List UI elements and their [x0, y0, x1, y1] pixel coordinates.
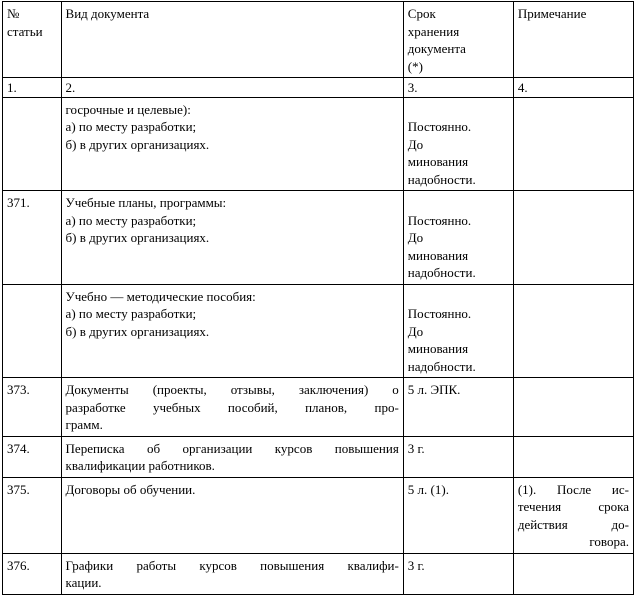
note-cell — [513, 553, 633, 594]
document-type-cell — [61, 378, 403, 437]
document-text-line: Переписка об организации курсов повышения — [65, 440, 399, 456]
article-number: 373. — [7, 382, 30, 397]
header-note — [513, 2, 633, 78]
retention-text-line: надобности. — [407, 171, 476, 187]
retention-period-cell — [403, 97, 513, 191]
document-type-cell — [61, 97, 403, 191]
document-text-line: Документы (проекты, отзывы, заключения) о — [65, 382, 399, 397]
article-number-cell — [3, 284, 62, 378]
numbering-text: 4. — [517, 80, 528, 95]
document-text-line: а) по месту разработки; — [65, 119, 197, 134]
document-text-line: кации. — [65, 575, 102, 590]
header-document-type — [61, 2, 403, 78]
retention-text-line — [408, 101, 509, 119]
article-number: 374. — [7, 440, 30, 456]
document-text-line: б) в других организациях. — [65, 230, 210, 245]
document-text-line: грамм. — [65, 417, 103, 432]
document-text-line: а) по месту разработки; — [65, 212, 197, 228]
table-row — [3, 477, 634, 553]
retention-text-line: До — [407, 230, 424, 245]
retention-text-line: Постоянно. — [407, 119, 472, 134]
records-retention-table — [2, 1, 634, 595]
note-cell — [513, 97, 633, 191]
retention-period-cell — [403, 436, 513, 477]
table-row — [3, 191, 634, 285]
article-number-cell — [3, 553, 62, 594]
document-type-cell — [61, 553, 403, 594]
header-text: (*) — [407, 58, 423, 74]
retention-text-line: 3 г. — [407, 557, 425, 573]
document-type-cell — [61, 191, 403, 285]
note-cell — [513, 436, 633, 477]
header-text: Срок — [407, 6, 436, 21]
retention-text-line: минования — [407, 154, 469, 169]
header-text: № — [7, 6, 20, 21]
header-text: хранения — [407, 23, 460, 39]
retention-period-cell — [403, 284, 513, 378]
article-number: 376. — [7, 557, 30, 573]
header-text: Примечание — [517, 6, 587, 21]
retention-period-cell — [403, 191, 513, 285]
retention-text-line: 5 л. ЭПК. — [407, 382, 461, 397]
article-number-cell — [3, 191, 62, 285]
note-cell — [513, 284, 633, 378]
note-text-line: (1). После ис- — [517, 481, 629, 497]
retention-period-cell — [403, 477, 513, 553]
retention-text-line: 5 л. (1). — [407, 481, 449, 497]
document-text-line: а) по месту разработки; — [65, 306, 197, 321]
header-text: документа — [407, 41, 466, 56]
article-number-cell — [3, 436, 62, 477]
retention-period-cell — [403, 553, 513, 594]
retention-period-cell — [403, 378, 513, 437]
retention-text-line — [408, 288, 509, 306]
numbering-text: 1. — [7, 80, 17, 95]
table-row — [3, 436, 634, 477]
retention-text-line: 3 г. — [407, 440, 425, 456]
document-text-line: квалификации работников. — [65, 458, 215, 473]
retention-text-line: До — [407, 323, 424, 339]
article-number-cell — [3, 378, 62, 437]
document-table-page — [2, 1, 634, 595]
article-number-cell — [3, 97, 62, 191]
numbering-cell — [61, 78, 403, 98]
header-retention-period — [403, 2, 513, 78]
note-text-line: говора. — [589, 534, 629, 549]
retention-text-line: минования — [407, 247, 469, 263]
retention-text-line: До — [407, 136, 424, 152]
article-number: 375. — [7, 481, 30, 497]
retention-text-line: надобности. — [407, 265, 476, 280]
document-type-cell — [61, 284, 403, 378]
numbering-text: 2. — [65, 80, 76, 95]
column-numbering-row — [3, 78, 634, 98]
note-text-line: течения срока — [517, 499, 629, 514]
document-text-line: Учебно — методические пособия: — [65, 288, 256, 304]
table-row — [3, 378, 634, 437]
numbering-cell — [3, 78, 62, 98]
retention-text-line: надобности. — [407, 358, 476, 374]
table-row — [3, 97, 634, 191]
article-number-cell — [3, 477, 62, 553]
note-text-line: действия до- — [517, 516, 629, 532]
note-cell — [513, 378, 633, 437]
document-text-line: госрочные и целевые): — [65, 101, 191, 117]
note-cell — [513, 477, 633, 553]
document-text-line: б) в других организациях. — [65, 323, 210, 339]
document-text-line: Учебные планы, программы: — [65, 195, 227, 210]
retention-text-line: Постоянно. — [407, 306, 472, 321]
header-text: Вид документа — [65, 6, 150, 21]
document-text-line: разработке учебных пособий, планов, про- — [65, 399, 399, 415]
document-text-line: Графики работы курсов повышения квалифи- — [65, 557, 399, 573]
numbering-text: 3. — [407, 80, 418, 95]
numbering-cell — [513, 78, 633, 98]
document-text-line: б) в других организациях. — [65, 136, 210, 152]
document-text-line: Договоры об обучении. — [65, 481, 196, 497]
retention-text-line: Постоянно. — [407, 212, 472, 228]
document-type-cell — [61, 436, 403, 477]
table-header-row — [3, 2, 634, 78]
document-type-cell — [61, 477, 403, 553]
header-text: статьи — [7, 23, 43, 39]
table-row — [3, 284, 634, 378]
retention-text-line: минования — [407, 341, 469, 356]
retention-text-line — [408, 194, 509, 212]
note-cell — [513, 191, 633, 285]
numbering-cell — [403, 78, 513, 98]
article-number: 371. — [7, 195, 30, 210]
table-row — [3, 553, 634, 594]
header-article-number — [3, 2, 62, 78]
